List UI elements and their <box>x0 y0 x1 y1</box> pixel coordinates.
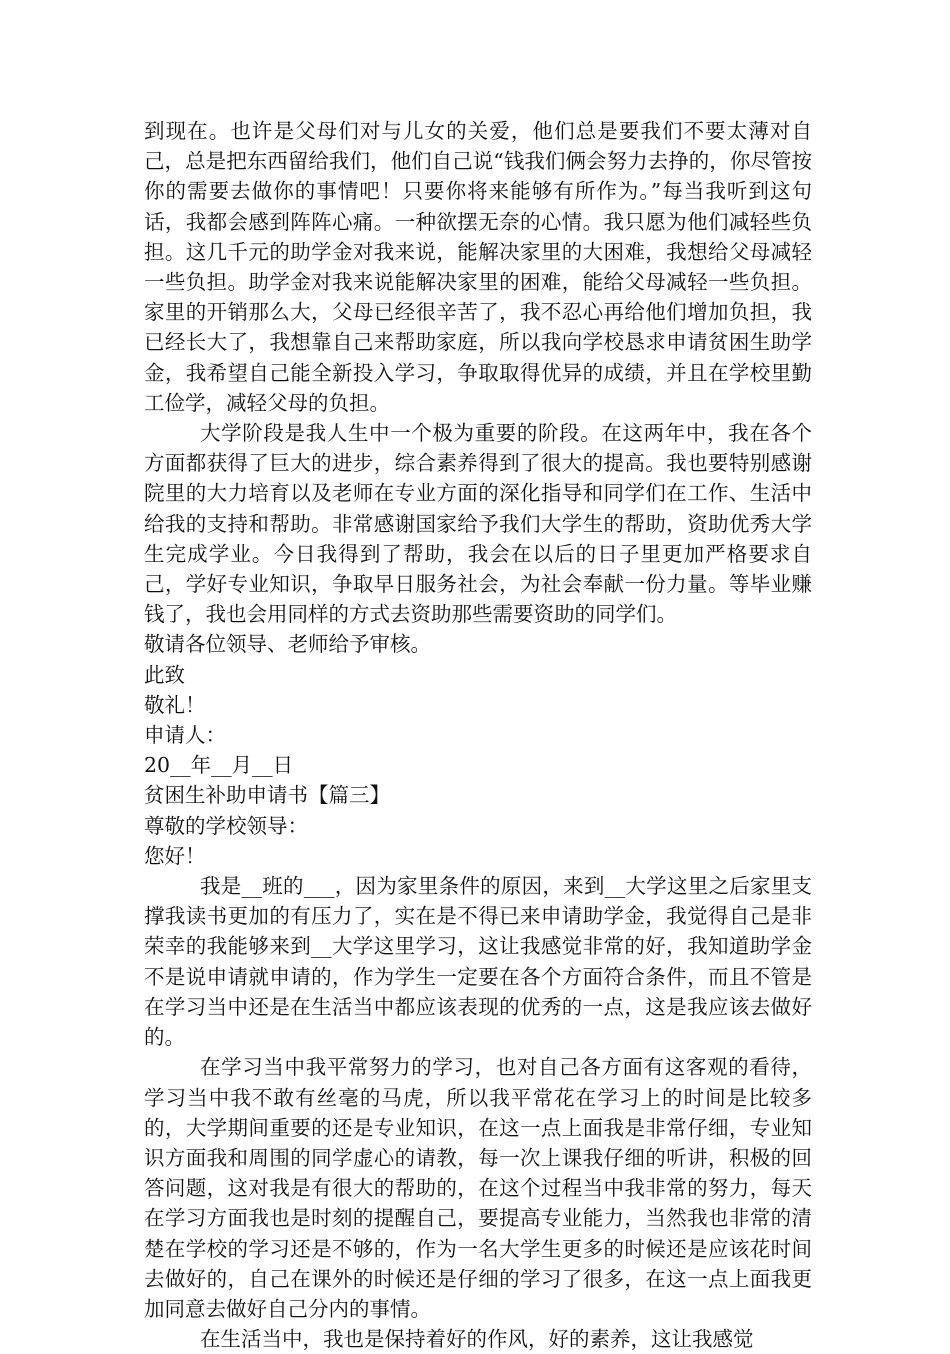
closing-jingli: 敬礼！ <box>144 692 206 717</box>
applicant-label: 申请人： <box>144 723 226 748</box>
paragraph-university-stage: 大学阶段是我人生中一个极为重要的阶段。在这两年中，我在各个方面都获得了巨大的进步，综合素养得到了很大的提高。我也要特别感谢院里的大力培育以及老师在专业方面的深化指导和同学们在工作、生活中给我的支持和帮助。非常感谢国家给予我们大学生的帮助，资助优秀大学生完成学业。今日我得到了帮助，我会在以后的日子里更加严格要求自己，学好专业知识，争取早日服务社会，为社会奉献一份力量。等毕业赚钱了，我也会用同样的方式去资助那些需要资助的同学们。 <box>144 421 812 627</box>
document-page <box>144 116 812 1354</box>
salutation: 尊敬的学校领导： <box>144 813 308 838</box>
paragraph-continuation: 到现在。也许是父母们对与儿女的关爱，他们总是要我们不要太薄对自己，总是把东西留给我们，他们自己说“钱我们俩会努力去挣的，你尽管按你的需要去做你的事情吧！只要你将来能够有所作为。”每当我听到这句话，我都会感到阵阵心痛。一种欲摆无奈的心情。我只愿为他们减轻些负担。这几千元的助学金对我来说，能解决家里的大困难，我想给父母减轻一些负担。助学金对我来说能解决家里的困难，能给父母减轻一些负担。家里的开销那么大，父母已经很辛苦了，我不忍心再给他们增加负担，我已经长大了，我想靠自己来帮助家庭，所以我向学校恳求申请贫困生助学金，我希望自己能全新投入学习，争取取得优异的成绩，并且在学校里勤工俭学，减轻父母的负担。 <box>144 119 812 415</box>
closing-cizhi: 此致 <box>144 662 185 687</box>
paragraph-introduction: 我是__班的___，因为家里条件的原因，来到__大学这里之后家里支撑我读书更加的有压力了，实在是不得已来申请助学金，我觉得自己是非荣幸的我能够来到__大学这里学习，这让我感觉非常的好，我知道助学金不是说申请就申请的，作为学生一定要在各个方面符合条件，而且不管是在学习当中还是在生活当中都应该表现的优秀的一点，这是我应该去做好的。 <box>144 874 812 1050</box>
section-heading-part-three: 贫困生补助申请书【篇三】 <box>144 783 390 808</box>
review-request-line: 敬请各位领导、老师给予审核。 <box>144 632 431 657</box>
paragraph-study: 在学习当中我平常努力的学习，也对自己各方面有这客观的看待，学习当中我不敢有丝毫的马虎，所以我平常花在学习上的时间是比较多的，大学期间重要的还是专业知识，在这一点上面我是非常仔细，专业知识方面我和周围的同学虚心的请教，每一次上课我仔细的听讲，积极的回答问题，这对我是有很大的帮助的，在这个过程当中我非常的努力，每天在学习方面我也是时刻的提醒自己，要提高专业能力，当然我也非常的清楚在学校的学习还是不够的，作为一名大学生更多的时候还是应该花时间去做好的，自己在课外的时候还是仔细的学习了很多，在这一点上面我更加同意去做好自己分内的事情。 <box>144 1055 812 1321</box>
greeting: 您好！ <box>144 843 206 868</box>
date-line: 20__年__月__日 <box>144 753 294 778</box>
paragraph-life: 在生活当中，我也是保持着好的作风，好的素养，这让我感觉 <box>200 1327 754 1352</box>
